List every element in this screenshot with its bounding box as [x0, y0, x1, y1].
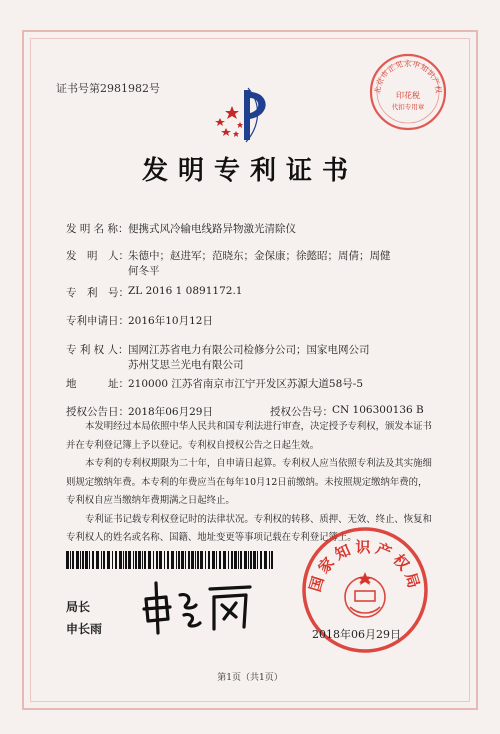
field-value: 便携式风冷输电线路异物激光清除仪 — [128, 223, 296, 235]
certificate-title: 发明专利证书 — [141, 156, 358, 186]
tax-stamp-line3: 代扣专用章 — [391, 103, 425, 111]
field-inventors — [66, 248, 391, 263]
barcode-icon — [66, 551, 274, 569]
field-value: 苏州艾思兰光电有限公司 — [128, 359, 244, 371]
field-label: 发 明 名 称： — [66, 223, 129, 235]
patent-office-emblem-icon — [210, 84, 274, 146]
field-label: 授权公告号： — [270, 406, 333, 418]
seal-text: 国家知识产权局 — [305, 538, 425, 594]
tax-stamp-icon — [368, 52, 448, 132]
field-value: 2018年06月29日 — [128, 406, 213, 418]
certificate-number: 证书号第2981982号 — [56, 82, 160, 95]
body-paragraph: 专利证书记载专利权登记时的法律状况。专利权的转移、质押、无效、终止、恢复和专利权人的姓名或名称、国籍、地址变更等事项记载在专利登记簿上。 — [66, 513, 432, 543]
tax-stamp-line2: 印花税 — [396, 91, 420, 100]
field-patent-number — [66, 285, 243, 300]
field-value: ZL 2016 1 0891172.1 — [128, 285, 243, 297]
field-label: 专 利 权 人： — [66, 344, 129, 356]
director-title: 局长 — [66, 600, 91, 614]
field-label: 地 址： — [66, 378, 129, 390]
director-name: 申长雨 — [66, 622, 103, 636]
body-paragraph: 本专利的专利权期限为二十年，自申请日起算。专利权人应当依照专利法及其实施细则规定缴纳年费。本专利的年费应当在每年10月12日前缴纳。未按照规定缴纳年费的，专利权自应当缴纳年费期满之日起终止。 — [66, 458, 432, 506]
field-invention-name — [66, 221, 296, 236]
field-address — [66, 376, 364, 391]
field-label: 授权公告日： — [66, 406, 129, 418]
handwritten-signature-icon — [136, 575, 256, 635]
field-grant-number — [270, 404, 424, 419]
field-value: 2016年10月12日 — [128, 315, 213, 327]
field-value: 何冬平 — [128, 265, 160, 277]
field-value: 国网江苏省电力有限公司检修分公司；国家电网公司 — [128, 344, 370, 356]
field-patentee — [66, 342, 370, 357]
field-value: 朱德中；赵进军；范晓东；金保康；徐懿昭；周倩；周健 — [128, 250, 391, 262]
seal-date: 2018年06月29日 — [312, 628, 401, 641]
page-number: 第1页（共1页） — [217, 673, 283, 683]
svg-text:北京市正见永申知识产权 — [372, 58, 444, 94]
field-label: 专 利 号： — [66, 287, 129, 299]
field-label: 专利申请日： — [66, 315, 129, 327]
body-paragraph: 本发明经过本局依照中华人民共和国专利法进行审查，决定授予专利权，颁发本证书并在专利登记簿上予以登记。专利权自授权公告之日起生效。 — [66, 421, 432, 451]
field-filing-date — [66, 313, 213, 328]
tax-stamp-line1: 北京市正见永申知识产权 — [372, 59, 444, 95]
field-label: 发 明 人： — [66, 250, 129, 262]
field-grant-date — [66, 404, 213, 419]
field-value: CN 106300136 B — [332, 404, 424, 416]
field-value: 210000 江苏省南京市江宁开发区苏源大道58号-5 — [128, 378, 364, 390]
